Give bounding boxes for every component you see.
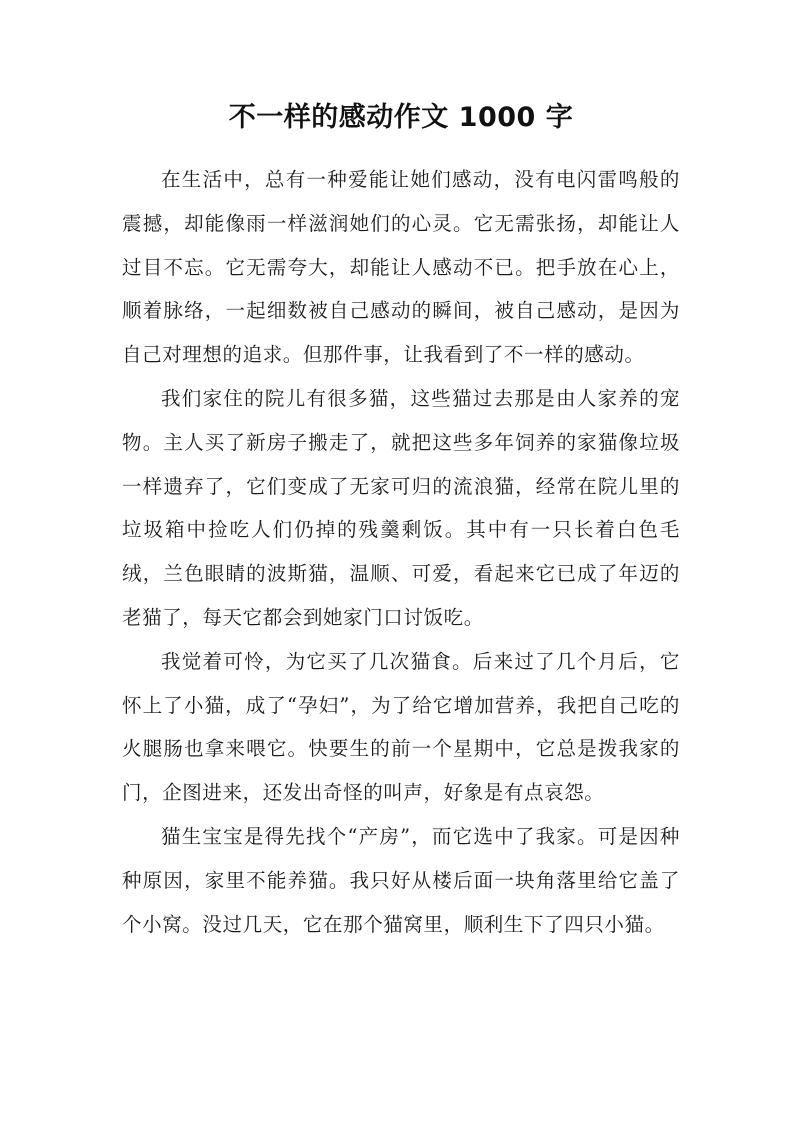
document-body <box>122 158 680 946</box>
paragraph-2: 我们家住的院儿有很多猫，这些猫过去那是由人家养的宠物。主人买了新房子搬走了，就把这些多年饲养的家猫像垃圾一样遗弃了，它们变成了无家可归的流浪猫，经常在院儿里的垃圾箱中捡吃人们仍掉的残羹剩饭。其中有一只长着白色毛绒，兰色眼睛的波斯猫，温顺、可爱，看起来它已成了年迈的老猫了，每天它都会到她家门口讨饭吃。 <box>122 386 680 629</box>
paragraph-3: 我觉着可怜，为它买了几次猫食。后来过了几个月后，它怀上了小猫，成了“孕妇”，为了给它增加营养，我把自己吃的火腿肠也拿来喂它。快要生的前一个星期中，它总是拨我家的门，企图进来，还发出奇怪的叫声，好象是有点哀怨。 <box>122 649 680 805</box>
document-title: 不一样的感动作文 1000 字 <box>228 102 574 133</box>
paragraph-4: 猫生宝宝是得先找个“产房”，而它选中了我家。可是因种种原因，家里不能养猫。我只好从楼后面一块角落里给它盖了个小窝。没过几天，它在那个猫窝里，顺利生下了四只小猫。 <box>122 824 680 936</box>
paragraph-1: 在生活中，总有一种爱能让她们感动，没有电闪雷鸣般的震撼，却能像雨一样滋润她们的心灵。它无需张扬，却能让人过目不忘。它无需夸大，却能让人感动不已。把手放在心上，顺着脉络，一起细数被自己感动的瞬间，被自己感动，是因为自己对理想的追求。但那件事，让我看到了不一样的感动。 <box>122 168 680 367</box>
